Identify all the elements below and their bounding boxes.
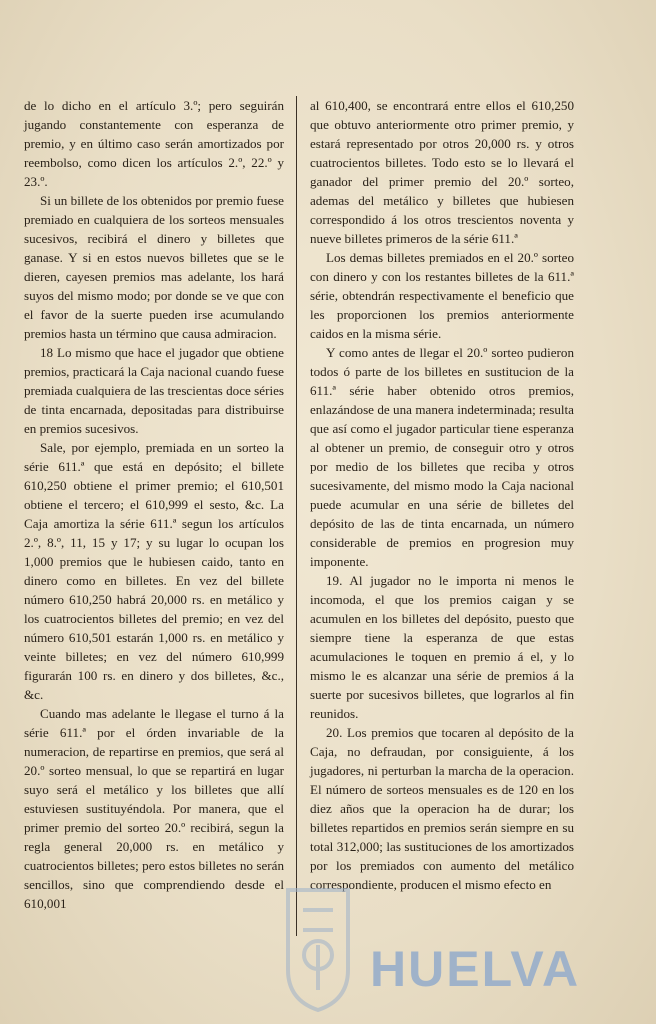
- paragraph: Los demas billetes premiados en el 20.º sorteo con dinero y con los restantes billetes de la 611.ª série, obtendrán respectivamente el beneficio que les proporcionen los premios anteriormente caidos en la misma série.: [310, 250, 574, 341]
- left-column: [24, 96, 284, 913]
- paragraph: Cuando mas adelante le llegase el turno á la série 611.ª por el órden invariable de la numeracion, de repartirse en premios, que será al 20.º sorteo mensual, lo que se repartirá en lugar suyo será el metálico y los billetes que allí estuviesen sustituyéndola. Por manera, que el primer premio del sorteo 20.º recibirá, segun la regla general 20,000 rs. en metálico y cuatrocientos billetes; pero estos billetes no serán sencillos, sino que comprendiendo desde el 610,001: [24, 706, 284, 911]
- paragraph: 19. Al jugador no le importa ni menos le incomoda, el que los premios caigan y se acumulen en los billetes del depósito, puesto que siempre tiene la esperanza de que estas acumulaciones le toquen en premio á el, y lo mismo le es alcanzar una série de premios á la suerte por sucesivos billetes, que lograrlos al fin reunidos.: [310, 573, 574, 721]
- paragraph: de lo dicho en el artículo 3.º; pero seguirán jugando constantemente con esperanza de premio, y en último caso serán amortizados por reembolso, como dicen los artículos 2.º, 22.º y 23.º.: [24, 98, 284, 189]
- watermark-text: HUELVA: [370, 941, 581, 997]
- paragraph: 20. Los premios que tocaren al depósito de la Caja, no defraudan, por consiguiente, á los jugadores, ni perturban la marcha de la operacion. El número de sorteos mensuales es de 120 en los diez años que la operacion ha de durar; los billetes repartidos en premios serán siempre en su total 312,000; las sustituciones de los amortizados por los premiados con aumento del metálico correspondiente, producen el mismo efecto en: [310, 725, 574, 892]
- paragraph: al 610,400, se encontrará entre ellos el 610,250 que obtuvo anteriormente otro primer premio, y estará representado por otros 20,000 rs. y otros cuatrocientos billetes. Todo esto se lo llevará el ganador del primer premio del 20.º sorteo, ademas del metálico y billetes que hubiesen correspondido á los otros trescientos noventa y nueve billetes primeros de la série 611.ª: [310, 98, 574, 246]
- paragraph: 18 Lo mismo que hace el jugador que obtiene premios, practicará la Caja nacional cuando fuese premiada cualquiera de las trescientas doce séries de tinta encarnada, depositadas para distribuirse en premios sucesivos.: [24, 345, 284, 436]
- paragraph: Si un billete de los obtenidos por premio fuese premiado en cualquiera de los sorteos mensuales sucesivos, recibirá el dinero y billetes que ganase. Y si en estos nuevos billetes que se le dieren, cayesen premios mas adelante, los hará suyos del mismo modo; por donde se ve que con el favor de la suerte pueden irse acumulando premios hasta un término que causa admiracion.: [24, 193, 284, 341]
- paragraph: Sale, por ejemplo, premiada en un sorteo la série 611.ª que está en depósito; el billete 610,250 obtiene el primer premio; el 610,501 obtiene el tercero; el 610,999 el sesto, &c. La Caja amortiza la série 611.ª segun los artículos 2.º, 8.º, 11, 15 y 17; y su lugar lo ocupan los 1,000 premios que le hubiesen caido, tanto en dinero como en billetes. En vez del billete número 610,250 habrá 20,000 rs. en metálico y los cuatrocientos billetes del premio; en vez del número 610,501 estarán 1,000 rs. en metálico y veinte billetes; en vez del número 610,999 figurarán 100 rs. en dinero y dos billetes, &c., &c.: [24, 440, 284, 702]
- right-column: [310, 96, 574, 894]
- paragraph: Y como antes de llegar el 20.º sorteo pudieron todos ó parte de los billetes en sustitucion de la 611.ª série haber obtenido otros premios, enlazándose de una manera indeterminada; resulta que así como el jugador particular tiene esperanza al obtener un premio, de conseguir otro y otros por medio de los billetes que reciba y otros sucesivamente, del mismo modo la Caja nacional puede acumular en una série de billetes del depósito de las de tinta encarnada, un número considerable de premios en progresion muy imponente.: [310, 345, 574, 569]
- column-divider: [296, 96, 297, 936]
